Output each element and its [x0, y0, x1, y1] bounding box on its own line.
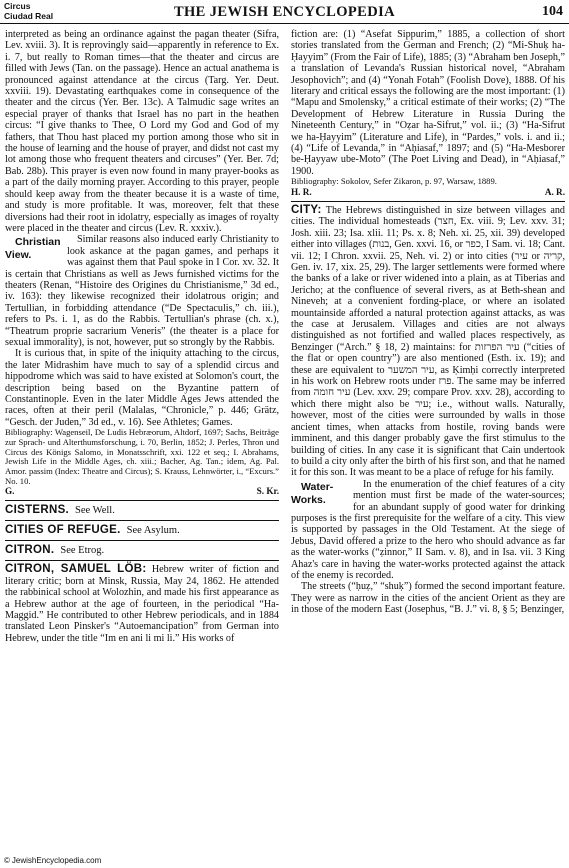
site-footer — [4, 856, 101, 865]
site-link[interactable]: JewishEncyclopedia.com — [11, 856, 102, 865]
article-heading: CITIES OF REFUGE. — [5, 524, 121, 537]
paragraph: fiction are: (1) “Asefat Sippurim,” 1885, a collection of short stories translated from the German and French; (2) “Mi-Shuḳ ha-Ḥayyim” (From the Fair of Life), 1885; (3) “Abraham ben Joseph,” a translation of Levanda's Russian historical novel, “Abraham Jesophovich”; and (4) “Yonah Fotah” (Foolish Dove), 1888. Of his literary and critical essays the following are the most important: (1) “Mapu and Smolensky,” a critical estimate of their works; (2) “The Development of Hebrew Literature in Russia During the Nineteenth Century,” in “Oẓar ha-Sifrut,” vol. ii.; (3) “Ha-Sifrut we ha-Ḥayyim” (Literature and Life), in “Pardes,” vols. i. and ii.; (4) “Life of Levanda,” in “Aḥiasaf,” 1897; and (5) “Ha-Mesborer be-Ḥayyaw ube-Moto” (The Poet Living and Dead), in “Aḥiasaf,” 1900. — [291, 29, 565, 177]
signature-left: H. R. — [291, 186, 312, 197]
signature-line — [5, 486, 279, 497]
guide-bottom: Ciudad Real — [4, 11, 54, 21]
article-heading: CITRON. — [5, 544, 55, 557]
page-header — [0, 0, 569, 24]
paragraph: interpreted as being an ordinance against the pagan theater (Sifra, Lev. xviii. 3). It is reprovingly said—apparently in reference to Ex. i. 7, but really to Roman times—that the theater and circus are filled with Jews (Tan. on the passage). Hence an actual anathema is pronounced against attendance at the circus (Targ. Yer. Deut. xxviii. 19). Devastating earthquakes come in consequence of the theater and the circus (Yer. Ber. 13c). A Talmudic sage writes an especial prayer of thanks that Israel has no part in the heathen circus: “I give thanks to Thee, O Lord my God and God of my fathers, that Thou hast placed my portion among those who sit in the house of learning and the house of prayer, and didst not cast my lot among those who frequent theaters and circuses” (Yer. Ber. 7d; Bab. 28b). This prayer is even now found in many prayer-books as a part of the daily morning prayer. According to this prayer, people should keep away from the theater because it is a waste of time, and study is more profitable. It was, moreover, felt that these diversions had their root in idolatry, especially as images of royalty were placed in the theater and circus (Lev. R. xxxiv.). — [5, 29, 279, 234]
sidenote-water-works: Water-Works. — [291, 480, 334, 506]
article-heading: CITRON, SAMUEL LÖB: — [5, 563, 147, 576]
right-column — [291, 29, 565, 616]
article-heading: CISTERNS. — [5, 504, 70, 517]
page-title: THE JEWISH ENCYCLOPEDIA — [173, 4, 396, 20]
divider — [5, 500, 279, 501]
paragraph — [5, 234, 279, 348]
signature-line — [291, 187, 565, 198]
divider — [5, 540, 279, 541]
cross-reference — [5, 504, 279, 517]
left-column — [5, 29, 279, 644]
paragraph — [291, 479, 565, 582]
article-paragraph — [291, 205, 565, 479]
paragraph-text: Similar reasons also induced early Christianity to look askance at the pagan games, and perhaps it was against them that Paul spoke in I Cor. xv. 32. It is certain that Christians as well as Jews furnished victims for the theaters (Renan, “Histoire des Origines du Christianisme,” 3d ed., iv. 163): they likewise recognized their idolatrous origin; and Tertullian, in forbidding attendance (“De Spectaculis,” ch. iii.), refers to Ps. i. 1, as do the Rabbis. Tertullian's phrase (ch. x.), “Theatrum proprie sacrarium Veneris” (the theater is a place for sexual immorality), is not, however, put so strongly by the Rabbis. — [5, 234, 279, 348]
paragraph: The streets (“ḥuẓ,” “shuḳ”) formed the second important feature. They were as narrow in the cities of the ancient Orient as they are in those of the modern East (Josephus, “B. J.” vi. 8, § 5; Benzinger, — [291, 581, 565, 616]
article-text: Hebrew writer of fiction and literary critic; born at Minsk, Russia, May 24, 1862. He attended the rabbinical school at Wolozhin, and made his first appearance as a Hebrew author at the age of fourteen, in the periodical “Ha-Maggid.” He contributed to other Hebrew periodicals, and in 1884 translated Leon Pinsker's “Autoemancipation” from German into Hebrew, under the title “Im en ani li mi li.” His works of — [5, 564, 279, 644]
bibliography: Bibliography: Sokolov, Sefer Zikaron, p. 97, Warsaw, 1889. — [291, 176, 497, 187]
divider — [5, 520, 279, 521]
page-number: 104 — [542, 4, 563, 19]
bibliography: Bibliography: Wagenseil, De Ludis Hebræorum, Altdorf, 1697; Sachs, Beiträge zur Sprach- und Alterthumsforschung, i. 70, Berlin, 1852; J. Perles, Thron und Circus des Königs Salomo, in Monatsschrift, xxi. 122 et seq.; I. Abrahams, Jewish Life in the Middle Ages, ch. xiii.; Bacher, Ag. Tan.; idem, Ag. Pal. Amor. passim (Index: Theatre and Circus); S. Krauss, Lehnwörter, i., “Excurs.” No. 10. — [5, 427, 279, 486]
signature-right: A. R. — [544, 186, 565, 197]
divider — [5, 560, 279, 561]
sidenote-christian-view: Christian View. — [5, 236, 61, 262]
copyright-icon: © — [4, 856, 10, 865]
signature-left: G. — [5, 486, 15, 497]
see-link[interactable]: See Asylum. — [126, 525, 180, 537]
see-link[interactable]: See Well. — [75, 505, 115, 517]
guide-top: Circus — [4, 1, 31, 11]
signature-right: S. Kr. — [256, 486, 279, 497]
article-text: The Hebrews distinguished in size between villages and cities. The individual homesteads (חצר, Ex. viii. 9; Lev. xxv. 31; Josh. xiii. 23; Isa. xlii. 11; Ps. x. 8; Neh. xi. 25, xii. 39) developed either into villages (בנות, Gen. xxvi. 16, or כפר, I Sam. vi. 18; Cant. vii. 12; I Chron. xxvii. 25, Neh. vi. 2) or into cities (עיר or קריה, Gen. iv. 17, xix. 25, 29). The larger settlements were formed where the banks of a lake or river widened into a plain, as at Tiberias and Jericho; at the confluence of several rivers, as at Beth-shean and Nineveh; at a convenient fording-place, or where an isolated mountainside afforded a natural protection against attacks, as was the case at Jerusalem. Villages and cities are not always distinguished as not fortified and walled places respectively, as Benzinger (“Arch.” § 18, 2) maintains: for עיר הפרזות (“cities of the flat or open country”) are also mentioned (Esth. ix. 19); and these are equivalent to עיר המשער, as Ḳimḥi correctly interpreted in his work on Hebrew roots under פרז. The same may be inferred from עיר חומה (Lev. xxv. 29; compare Prov. xxv. 28), according to which there might also be עיר; i.e., without walls. Naturally, however, most of the cities were surrounded by walls in those ancient times, when attacks from hostile, roving bands were imminent, and this danger probably gave the first stimulus to the building of cities. In any case it is significant that Cain undertook to build a city only after the birth of his first son, and that he named it for this son. It was meant to be a place of refuge for his family. — [291, 204, 566, 479]
see-link[interactable]: See Etrog. — [60, 545, 105, 557]
paragraph: It is curious that, in spite of the iniquity attaching to the circus, the later Midrashim have much to say of a splendid circus and hippodrome which was said to have existed at Solomon's court, the description being based on the Byzantine pattern of Constantinople. Even in the later Middle Ages Jews attended the races, often at their peril (Malalas, “Chronicle,” p. 446; Grätz, “Gesch. der Juden,” 3d ed., v. 16). See Athletes; Games. — [5, 348, 279, 428]
article-paragraph — [5, 564, 279, 644]
paragraph-text: In the enumeration of the chief features of a city mention must first be made of the water-sources; for an abundant supply of good water for drinking purposes is the first prerequisite for the welfare of a city. This view is supported by passages in the Old Testament. At the siege of Jebus, David offered a prize to the hero who should advance as far as the water-works (“ẓinnor,” II Sam. v. 8), and in Isa. vii. 3 King Ahaz's care in having the water-works protected against the attack of the enemy is recorded. — [291, 478, 565, 581]
divider — [291, 201, 565, 202]
cross-reference — [5, 524, 279, 537]
cross-reference — [5, 544, 279, 557]
article-heading: CITY: — [291, 203, 322, 216]
